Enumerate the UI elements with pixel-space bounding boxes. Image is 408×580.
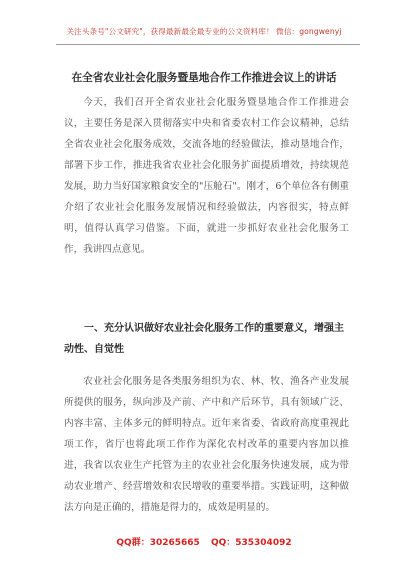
footer-qq-group: QQ群：30265665: [116, 538, 200, 548]
section-heading-1: 一、充分认识做好农业社会化服务工作的重要意义，增强主动性、自觉性: [64, 323, 344, 355]
header-note: 关注头条号"公文研究"，获得最新最全最专业的公文资料库！ 微信：gongwenyj: [66, 27, 342, 36]
paragraph-section-1: 农业社会化服务是各类服务组织为农、林、牧、渔各产业发展所提供的服务，纵向涉及产前、产中和产后环节，具有领域广泛、内容丰富、主体多元的鲜明特点。近年来省委、省政府高度重视此项工作，省厅也将此项工作作为深化农村改革的重要内容加以推进，我省以农业生产托管为主的农业社会化服务快速发展，成为带动农业增产、经营增效和农民增收的重要举措。实践证明，这种做法方向是正确的，措施是得力的，成效是明显的。: [64, 376, 349, 513]
paragraph-intro: 今天，我们召开全省农业社会化服务暨垦地合作工作推进会议，主要任务是深入贯彻落实中央和省委农村工作会议精神，总结全省农业社会化服务成效，交流各地的经验做法，推动垦地合作，部署下步工作，推进我省农业社会化服务扩面提质增效，持续规范发展，助力当好国家粮食安全的"压舱石"。刚才，6个单位各有侧重介绍了农业社会化服务发展情况和经验做法，内容很实，特点鲜明，值得认真学习借鉴。下面，就进一步抓好农业社会化服务工作，我讲四点意见。: [64, 97, 349, 255]
document-title: 在全省农业社会化服务暨垦地合作工作推进会议上的讲话: [71, 72, 337, 84]
footer-qq: QQ：535304092: [210, 538, 292, 548]
footer-contact: [0, 535, 408, 548]
header-divider: [56, 44, 360, 45]
